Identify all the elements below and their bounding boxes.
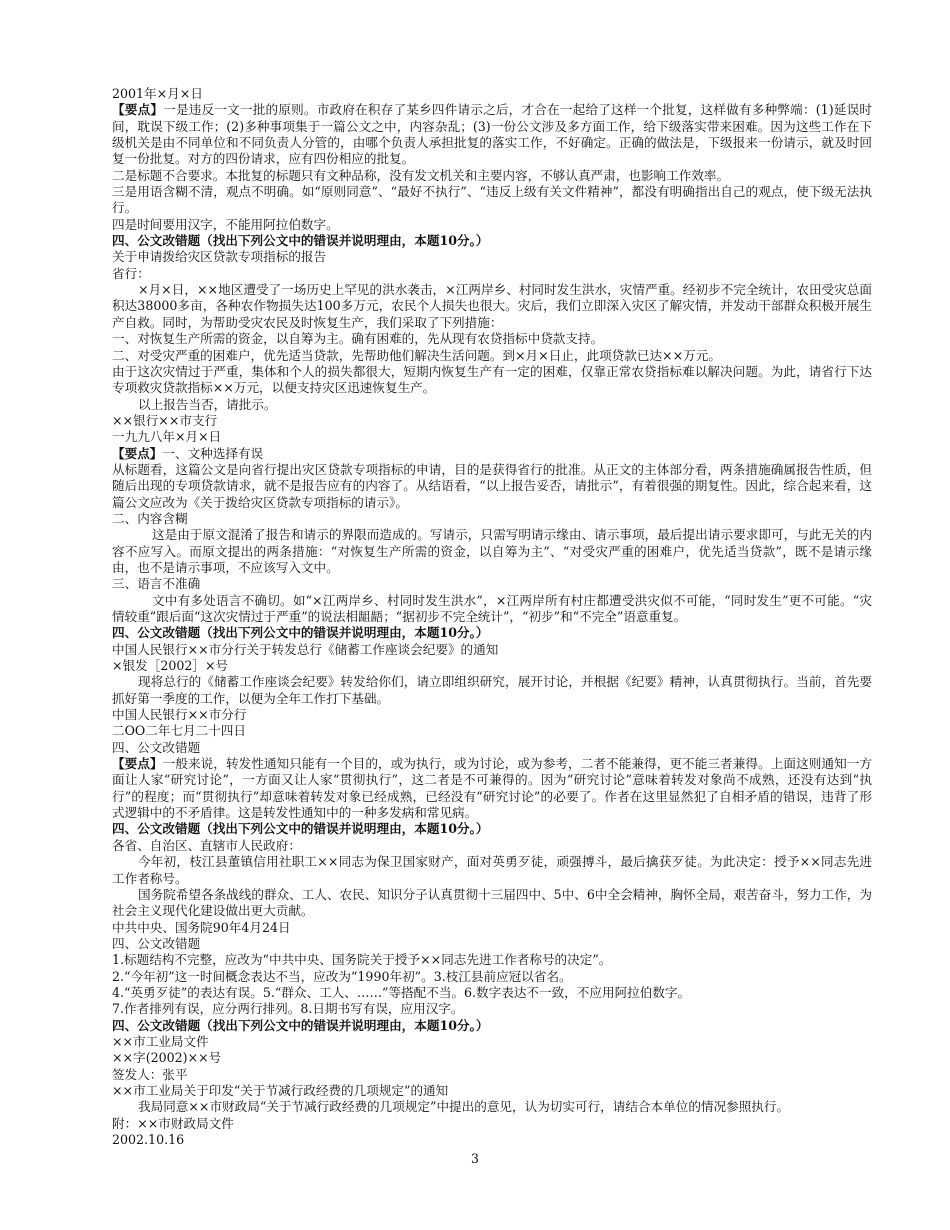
paragraph bbox=[112, 348, 872, 364]
paragraph-text: ×银发［2002］×号 bbox=[112, 658, 229, 674]
paragraph bbox=[112, 952, 872, 968]
paragraph bbox=[112, 249, 872, 265]
paragraph-text: 以上报告当否，请批示。 bbox=[138, 396, 277, 412]
paragraph bbox=[112, 1083, 872, 1099]
paragraph bbox=[112, 920, 872, 936]
paragraph-text: 7.作者排列有误，应分两行排列。8.日期书写有误，应用汉字。 bbox=[112, 1001, 464, 1017]
paragraph-text: 一、文种选择有误 bbox=[162, 445, 264, 461]
paragraph bbox=[112, 1099, 872, 1115]
paragraph bbox=[112, 413, 872, 429]
paragraph bbox=[112, 446, 872, 462]
paragraph-text: 二OO二年七月二十四日 bbox=[112, 723, 246, 739]
paragraph bbox=[112, 740, 872, 756]
paragraph-text: 2.“今年初”这一时间概念表达不当，应改为“1990年初”。3.枝江县前应冠以省名。 bbox=[112, 968, 572, 984]
paragraph bbox=[112, 527, 872, 576]
paragraph-text: 四是时间要用汉字，不能用阿拉伯数字。 bbox=[112, 216, 339, 232]
key-point-label: 【要点】 bbox=[112, 756, 163, 772]
paragraph bbox=[112, 854, 872, 887]
paragraph bbox=[112, 1018, 872, 1034]
paragraph-text: 四、公文改错题 bbox=[112, 739, 201, 755]
paragraph-text: 中国人民银行××市分行关于转发总行《储蓄工作座谈会纪要》的通知 bbox=[112, 641, 499, 657]
paragraph bbox=[112, 168, 872, 184]
paragraph-text: 我局同意××市财政局“关于节减行政经费的几项规定”中提出的意见，认为切实可行，请结合本单位的情况参照执行。 bbox=[138, 1099, 790, 1115]
paragraph bbox=[112, 86, 872, 102]
paragraph bbox=[112, 576, 872, 592]
paragraph-text: 三、语言不准确 bbox=[112, 576, 201, 592]
paragraph bbox=[112, 756, 872, 821]
paragraph bbox=[112, 1132, 872, 1148]
paragraph-text: 四、公文改错题（找出下列公文中的错误并说明理由，本题10分。） bbox=[112, 625, 489, 641]
paragraph bbox=[112, 1050, 872, 1066]
paragraph bbox=[112, 184, 872, 217]
paragraph bbox=[112, 429, 872, 445]
paragraph-text: 一、对恢复生产所需的资金，以自筹为主。确有困难的，先从现有农贷指标中贷款支持。 bbox=[112, 331, 604, 347]
paragraph-text: 中共中央、国务院90年4月24日 bbox=[112, 919, 291, 935]
paragraph-text: 二、内容含糊 bbox=[112, 510, 188, 526]
paragraph bbox=[112, 969, 872, 985]
paragraph-text: 四、公文改错题（找出下列公文中的错误并说明理由，本题10分。） bbox=[112, 821, 489, 837]
paragraph bbox=[112, 838, 872, 854]
paragraph bbox=[112, 1001, 872, 1017]
paragraph-text: 由于这次灾情过于严重，集体和个人的损失都很大，短期内恢复生产有一定的困难，仅靠正常农贷指标难以解决问题。为此，请省行下达专项救灾贷款指标××万元，以便支持灾区迅速恢复生产。 bbox=[112, 363, 872, 396]
paragraph bbox=[112, 511, 872, 527]
paragraph bbox=[112, 266, 872, 282]
paragraph-text: ×月×日，××地区遭受了一场历史上罕见的洪水袭击，×江两岸乡、村同时发生洪水，灾情严重。经初步不完全统计，农田受灾总面积达38000多亩，各种农作物损失达100多万元，农民个人损失也很大。灾后，我们立即深入灾区了解灾情，并发动干部群众积极开展生产自救。同时，为帮助受灾农民及时恢复生产，我们采取了下列措施： bbox=[112, 282, 872, 330]
paragraph bbox=[112, 625, 872, 641]
paragraph-text: 这是由于原文混淆了报告和请示的界限而造成的。写请示，只需写明请示缘由、请示事项，最后提出请示要求即可，与此无关的内容不应写入。而原文提出的两条措施：“对恢复生产所需的资金，以自筹为主”、“对受灾严重的困难户，优先适当贷款”，既不是请示缘由，也不是请示事项，不应该写入文中。 bbox=[112, 527, 872, 575]
paragraph bbox=[112, 364, 872, 397]
paragraph-text: 各省、自治区、直辖市人民政府： bbox=[112, 837, 301, 853]
paragraph-text: 一是违反一文一批的原则。市政府在积存了某乡四件请示之后，才合在一起给了这样一个批复，这样做有多种弊端：(1)延误时间，耽误下级工作；(2)多种事项集于一篇公文之中，内容杂乱；(3)一份公文涉及多方面工作，给下级落实带来困难。因为这些工作在下级机关是由不同单位和不同负责人分管的，由哪个负责人承担批复的落实工作，不好确定。正确的做法是，下级报来一份请示，就及时回复一份批复。对方的四份请求，应有四份相应的批复。 bbox=[112, 102, 872, 167]
paragraph bbox=[112, 217, 872, 233]
paragraph bbox=[112, 707, 872, 723]
paragraph-text: 今年初，枝江县董镇信用社职工××同志为保卫国家财产，面对英勇歹徒，顽强搏斗，最后擒获歹徒。为此决定：授予××同志先进工作者称号。 bbox=[112, 854, 872, 886]
paragraph bbox=[112, 282, 872, 331]
paragraph-text: 三是用语含糊不清，观点不明确。如“原则同意”、“最好不执行”、“违反上级有关文件精神”，都没有明确指出自己的观点，使下级无法执行。 bbox=[112, 184, 872, 216]
paragraph bbox=[112, 331, 872, 347]
paragraph-text: 从标题看，这篇公文是向省行提出灾区贷款专项指标的申请，目的是获得省行的批准。从正文的主体部分看，两条措施确属报告性质，但随后出现的专项贷款请求，就不是报告应有的内容了。从结语看，“以上报告妥否，请批示”，有着很强的期复性。因此，综合起来看，这篇公文应改为《关于拨给灾区贷款专项指标的请示》。 bbox=[112, 461, 872, 510]
paragraph bbox=[112, 1034, 872, 1050]
key-point-label: 【要点】 bbox=[112, 102, 164, 118]
paragraph-text: 2001年×月×日 bbox=[112, 86, 203, 101]
paragraph-text: 签发人：张平 bbox=[112, 1066, 188, 1082]
paragraph-text: 1.标题结构不完整，应改为“中共中央、国务院关于授予××同志先进工作者称号的决定”。 bbox=[112, 952, 612, 968]
paragraph bbox=[112, 397, 872, 413]
paragraph-text: 附：××市财政局文件 bbox=[112, 1115, 234, 1131]
paragraph-text: 2002.10.16 bbox=[112, 1132, 185, 1147]
paragraph bbox=[112, 462, 872, 511]
key-point-label: 【要点】 bbox=[112, 445, 163, 461]
paragraph-text: ××市工业局关于印发“关于节减行政经费的几项规定”的通知 bbox=[112, 1082, 449, 1098]
paragraph bbox=[112, 821, 872, 837]
paragraph-text: ××市工业局文件 bbox=[112, 1033, 209, 1049]
paragraph bbox=[112, 233, 872, 249]
page-number: 3 bbox=[470, 1151, 479, 1166]
paragraph-text: ××银行××市支行 bbox=[112, 412, 218, 428]
paragraph-text: 国务院希望各条战线的群众、工人、农民、知识分子认真贯彻十三届四中、5中、6中全会精神，胸怀全局，艰苦奋斗，努力工作，为社会主义现代化建设做出更大贡献。 bbox=[112, 886, 872, 919]
paragraph-text: 4.“英勇歹徒”的表达有误。5.“群众、工人、……”等搭配不当。6.数字表达不一致，不应用阿拉伯数字。 bbox=[112, 984, 691, 1000]
paragraph-text: 现将总行的《储蓄工作座谈会纪要》转发给你们，请立即组织研究，展开讨论，并根据《纪要》精神，认真贯彻执行。当前，首先要抓好第一季度的工作，以便为全年工作打下基础。 bbox=[112, 674, 872, 706]
paragraph bbox=[112, 102, 872, 167]
document-body bbox=[112, 86, 872, 1148]
paragraph-text: 四、公文改错题（找出下列公文中的错误并说明理由，本题10分。） bbox=[112, 233, 489, 249]
paragraph-text: 省行： bbox=[112, 265, 150, 281]
paragraph bbox=[112, 985, 872, 1001]
paragraph-text: 文中有多处语言不确切。如“×江两岸乡、村同时发生洪水”，×江两岸所有村庄都遭受洪灾似不可能，“同时发生”更不可能。“灾情较重”跟后面“这次灾情过于严重”的说法相龃龉；“据初步不完全统计”，“初步”和“不完全”语意重复。 bbox=[112, 592, 872, 624]
paragraph-text: 一九九八年×月×日 bbox=[112, 429, 222, 445]
paragraph bbox=[112, 936, 872, 952]
paragraph bbox=[112, 593, 872, 626]
paragraph-text: ××字(2002)××号 bbox=[112, 1050, 222, 1066]
paragraph bbox=[112, 674, 872, 707]
paragraph bbox=[112, 658, 872, 674]
paragraph bbox=[112, 1116, 872, 1132]
paragraph bbox=[112, 887, 872, 920]
paragraph-text: 四、公文改错题（找出下列公文中的错误并说明理由，本题10分。） bbox=[112, 1017, 489, 1033]
paragraph-text: 一般来说，转发性通知只能有一个目的，或为执行，或为讨论，或为参考，二者不能兼得，更不能三者兼得。上面这则通知一方面让人家“研究讨论”，一方面又让人家“贯彻执行”，这二者是不可兼得的。因为“研究讨论”意味着转发对象尚不成熟，还没有达到“执行”的程度；而“贯彻执行”却意味着转发对象已经成熟，已经没有“研究讨论”的必要了。作者在这里显然犯了自相矛盾的错误，违背了形式逻辑中的不矛盾律。这是转发性通知中的一种多发病和常见病。 bbox=[112, 756, 873, 821]
paragraph bbox=[112, 642, 872, 658]
paragraph bbox=[112, 1067, 872, 1083]
paragraph-text: 中国人民银行××市分行 bbox=[112, 707, 247, 723]
paragraph-text: 关于申请拨给灾区贷款专项指标的报告 bbox=[112, 249, 327, 265]
paragraph bbox=[112, 723, 872, 739]
paragraph-text: 二是标题不合要求。本批复的标题只有文种品称，没有发文机关和主要内容，不够认真严肃，也影响工作效率。 bbox=[112, 167, 730, 183]
paragraph-text: 二、对受灾严重的困难户，优先适当贷款，先帮助他们解决生活问题。到×月×日止，此项贷款已达××万元。 bbox=[112, 347, 721, 363]
paragraph-text: 四、公文改错题 bbox=[112, 935, 201, 951]
